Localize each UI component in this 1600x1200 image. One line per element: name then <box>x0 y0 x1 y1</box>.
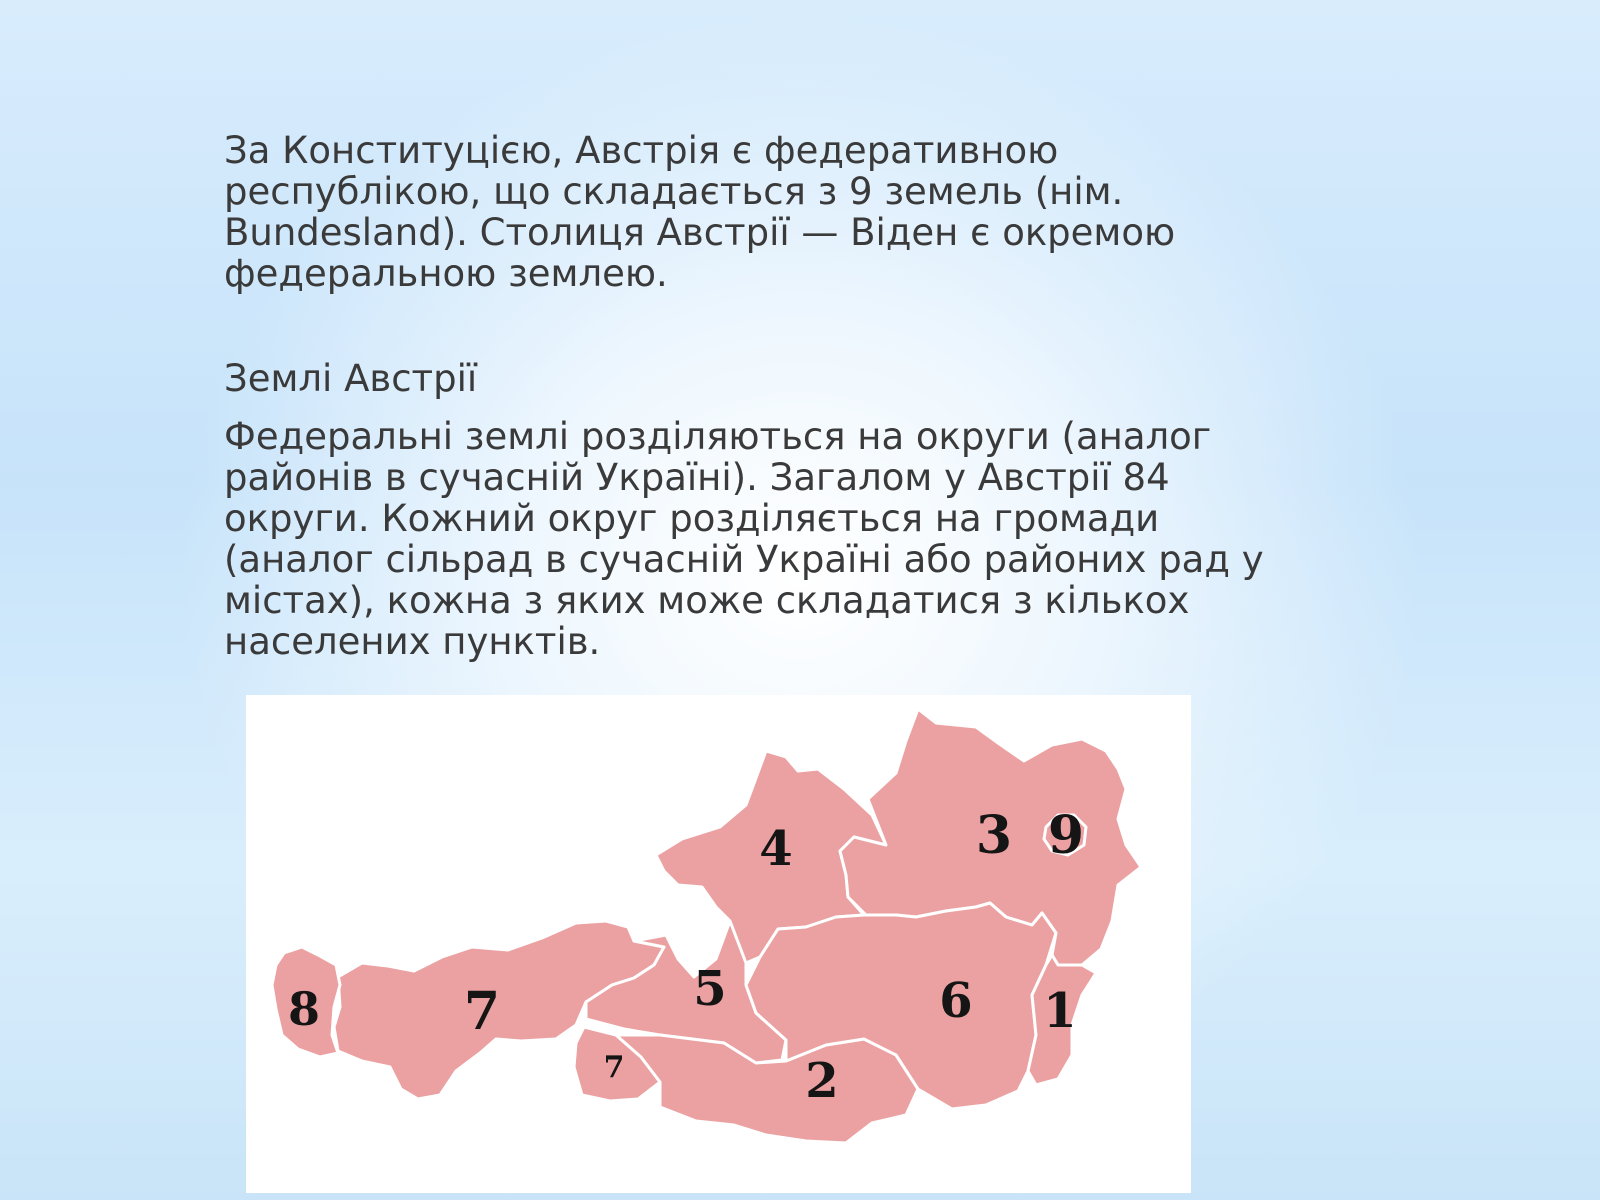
section-heading: Землі Австрії <box>224 357 478 400</box>
intro-paragraph: За Конституцією, Австрія є федеративною республікою, що складається з 9 земель (нім. Bundesland). Столиця Австрії — Віден є окремою федеральною землею. <box>224 129 1176 295</box>
body-paragraph: Федеральні землі розділяються на округи (аналог районів в сучасній Україні). Загалом у Австрії 84 округи. Кожний округ розділяється на громади (аналог сільрад в сучасній Україні або районих рад у містах), кожна з яких може складатися з кількох населених пунктів. <box>224 415 1264 663</box>
label-region-9: 9 <box>1047 805 1085 866</box>
map-svg <box>246 695 1191 1193</box>
label-region-7: 7 <box>463 981 501 1042</box>
label-region-3: 3 <box>975 805 1013 866</box>
label-region-8: 8 <box>287 982 321 1036</box>
label-region-5: 5 <box>693 961 727 1017</box>
label-region-7-east: 7 <box>603 1050 625 1085</box>
label-region-1: 1 <box>1043 983 1077 1039</box>
slide-text <box>224 130 1304 662</box>
label-region-2: 2 <box>805 1053 839 1109</box>
austria-states-map <box>246 695 1191 1193</box>
label-region-6: 6 <box>939 973 973 1029</box>
label-region-4: 4 <box>759 821 793 877</box>
